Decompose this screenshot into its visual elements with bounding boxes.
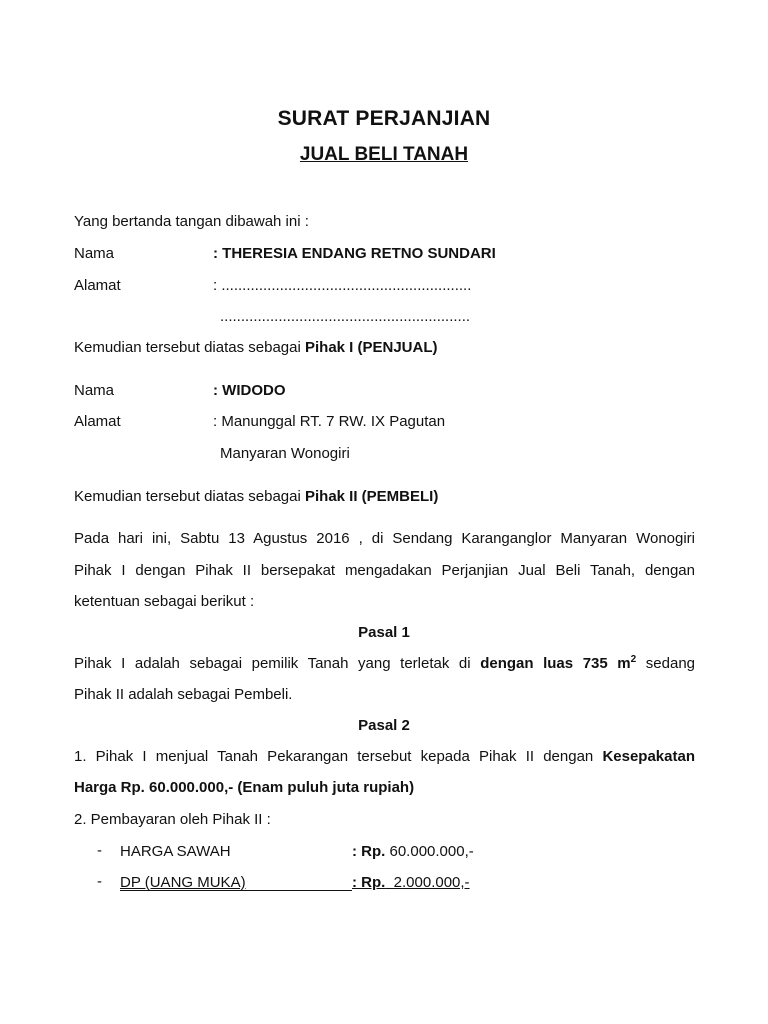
- payment-amount: 60.000.000,-: [385, 843, 474, 860]
- payment-label: HARGA SAWAH: [120, 843, 231, 860]
- party1-role-line: [74, 339, 438, 356]
- pasal1-line1-prefix: Pihak I adalah sebagai pemilik Tanah yang terletak di: [74, 655, 481, 672]
- document-title: SURAT PERJANJIAN: [277, 107, 491, 130]
- pasal1-area: dengan luas 735 m: [480, 655, 631, 672]
- pasal1-line1-suffix: sedang: [636, 655, 696, 672]
- pasal2-item1-line1: [74, 748, 695, 765]
- payment-row-2-underline: [120, 890, 352, 891]
- pasal1-area-sup: 2: [630, 654, 637, 665]
- party1-address-line2: ............................................................: [220, 308, 471, 325]
- payment-colon: : Rp.: [352, 874, 386, 891]
- pasal2-item1-line2: Harga Rp. 60.000.000,- (Enam puluh juta rupiah): [74, 779, 415, 796]
- opening-line-1: Pada hari ini, Sabtu 13 Agustus 2016 , di Sendang Karanganglor Manyaran Wonogiri: [74, 530, 695, 547]
- party1-address-value: : ............................................................: [213, 277, 472, 294]
- party2-address-label: Alamat: [74, 413, 121, 430]
- pasal2-item2: 2. Pembayaran oleh Pihak II :: [74, 811, 271, 828]
- payment-label: DP (UANG MUKA): [120, 874, 246, 891]
- pasal1-line-2: Pihak II adalah sebagai Pembeli.: [74, 686, 293, 703]
- opening-line-3: ketentuan sebagai berikut :: [74, 593, 255, 610]
- payment-colon: : Rp.: [352, 843, 386, 860]
- party1-address-label: Alamat: [74, 277, 121, 294]
- payment-value: [352, 843, 474, 860]
- payment-value: [352, 874, 470, 891]
- party2-address-value: : Manunggal RT. 7 RW. IX Pagutan: [213, 413, 446, 430]
- party1-role-prefix: Kemudian tersebut diatas sebagai: [74, 339, 305, 356]
- pasal1-heading: Pasal 1: [358, 624, 410, 641]
- party1-name-label: Nama: [74, 245, 115, 262]
- pasal1-line-1: [74, 655, 695, 672]
- party2-role-prefix: Kemudian tersebut diatas sebagai: [74, 488, 305, 505]
- payment-bullet: -: [97, 842, 102, 859]
- party2-role: Pihak II (PEMBELI): [304, 488, 439, 505]
- pasal2-item1-prefix: 1. Pihak I menjual Tanah Pekarangan tersebut kepada Pihak II dengan: [74, 748, 603, 765]
- party2-name-value: : WIDODO: [213, 382, 286, 399]
- document-subtitle: JUAL BELI TANAH: [299, 144, 469, 165]
- payment-amount: 2.000.000,-: [385, 874, 470, 891]
- payment-bullet: -: [97, 873, 102, 890]
- party1-role: Pihak I (PENJUAL): [304, 339, 438, 356]
- pasal2-item1-bold: Kesepakatan: [602, 748, 695, 765]
- intro-text: Yang bertanda tangan dibawah ini :: [74, 213, 309, 230]
- party1-name-value: : THERESIA ENDANG RETNO SUNDARI: [213, 245, 496, 262]
- party2-role-line: [74, 488, 438, 505]
- opening-line-2: Pihak I dengan Pihak II bersepakat mengadakan Perjanjian Jual Beli Tanah, dengan: [74, 562, 695, 579]
- pasal2-heading: Pasal 2: [358, 717, 410, 734]
- party2-name-label: Nama: [74, 382, 115, 399]
- party2-address-line2: Manyaran Wonogiri: [220, 445, 350, 462]
